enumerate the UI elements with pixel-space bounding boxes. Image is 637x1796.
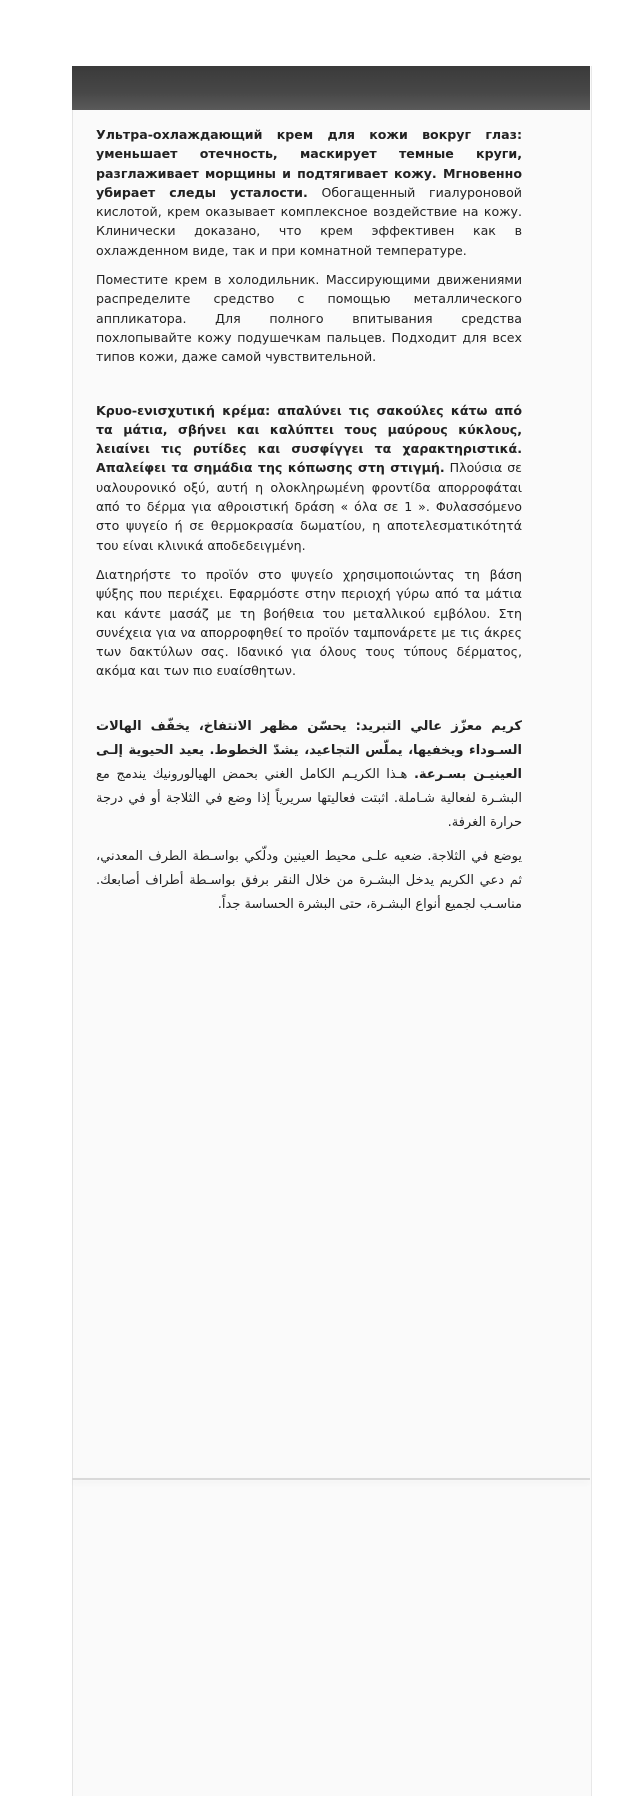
russian-usage: Поместите крем в холодильник. Массирующими движениями распределите средство с помощью металлического аппликатора. Для полного впитывания средства похлопывайте кожу подушечкам пальцев. Подходит для всех типов кожи, даже самой чувствительной. <box>96 272 522 365</box>
greek-description <box>96 401 522 555</box>
arabic-description-bold: كريم معزّز عالي التبريد: يحسّن مظهر الانتفاخ، يخفّف الهالات السـوداء ويخفيها، يملّس التجاعيد، يشدّ الخطوط. يعيد الحيوية إلـى العينيـن بسـرعة. <box>96 718 522 782</box>
russian-description-bold: Ультра-охлаждающий крем для кожи вокруг глаз: уменьшает отечность, маскирует темные круги, разглаживает морщины и подтягивает кожу. Мгновенно убирает следы усталости. <box>96 127 522 200</box>
arabic-description <box>96 715 522 835</box>
russian-description-rest: Обогащенный гиалуроновой кислотой, крем оказывает комплексное воздействие на кожу. Клинически доказано, что крем эффективен как в охлажденном виде, так и при комнатной температуре. <box>96 184 522 258</box>
arabic-usage: يوضع في الثلاجة. ضعيه علـى محيط العينين ودلّكي بواسـطة الطرف المعدني، ثم دعي الكريم يدخل البشـرة من خلال النقر برفق بواسـطة أطراف أصابعك. مناسـب لجميع أنواع البشـرة، حتى البشرة الحساسة جداً. <box>96 848 522 912</box>
greek-description-rest: Πλούσια σε υαλουρονικό οξύ, αυτή η ολοκληρωμένη φροντίδα απορροφάται από το δέρμα για αθροιστική δράση « όλα σε 1 ». Φυλασσόμενο στο ψυγείο ή σε θερμοκρασία δωματίου, η αποτελεσματικότητά του είναι κλινικά αποδεδειγμένη. <box>96 460 522 553</box>
instructions-text-block <box>96 125 522 917</box>
russian-description <box>96 125 522 260</box>
greek-description-bold: Κρυο-ενισχυτική κρέμα: απαλύνει τις σακούλες κάτω από τα μάτια, σβήνει και καλύπτει τους μαύρους κύκλους, λειαίνει τις ρυτίδες και συσφίγγει τα χαρακτηριστικά. Απαλείφει τα σημάδια της κόπωσης στη στιγμή. <box>96 402 522 476</box>
arabic-description-rest: هـذا الكريـم الكامل الغني بحمض الهيالورونيك يندمج مع البشـرة لفعالية شـاملة. اثبتت فعاليتها سريرياً إذا وضع في الثلاجة أو في درجة حرارة الغرفة. <box>96 766 522 830</box>
package-fold-line <box>72 1478 590 1480</box>
package-top-band <box>72 66 590 110</box>
greek-usage: Διατηρήστε το προϊόν στο ψυγείο χρησιμοποιώντας τη βάση ψύξης που περιέχει. Εφαρμόστε στην περιοχή γύρω από τα μάτια και κάντε μασάζ με τη βοήθεια του μεταλλικού εμβόλου. Στη συνέχεια για να απορροφηθεί το προϊόν ταμπονάρετε με τις άκρες των δακτύλων σας. Ιδανικό για όλους τους τύπους δέρματος, ακόμα και των πιο ευαίσθητων. <box>96 566 522 679</box>
